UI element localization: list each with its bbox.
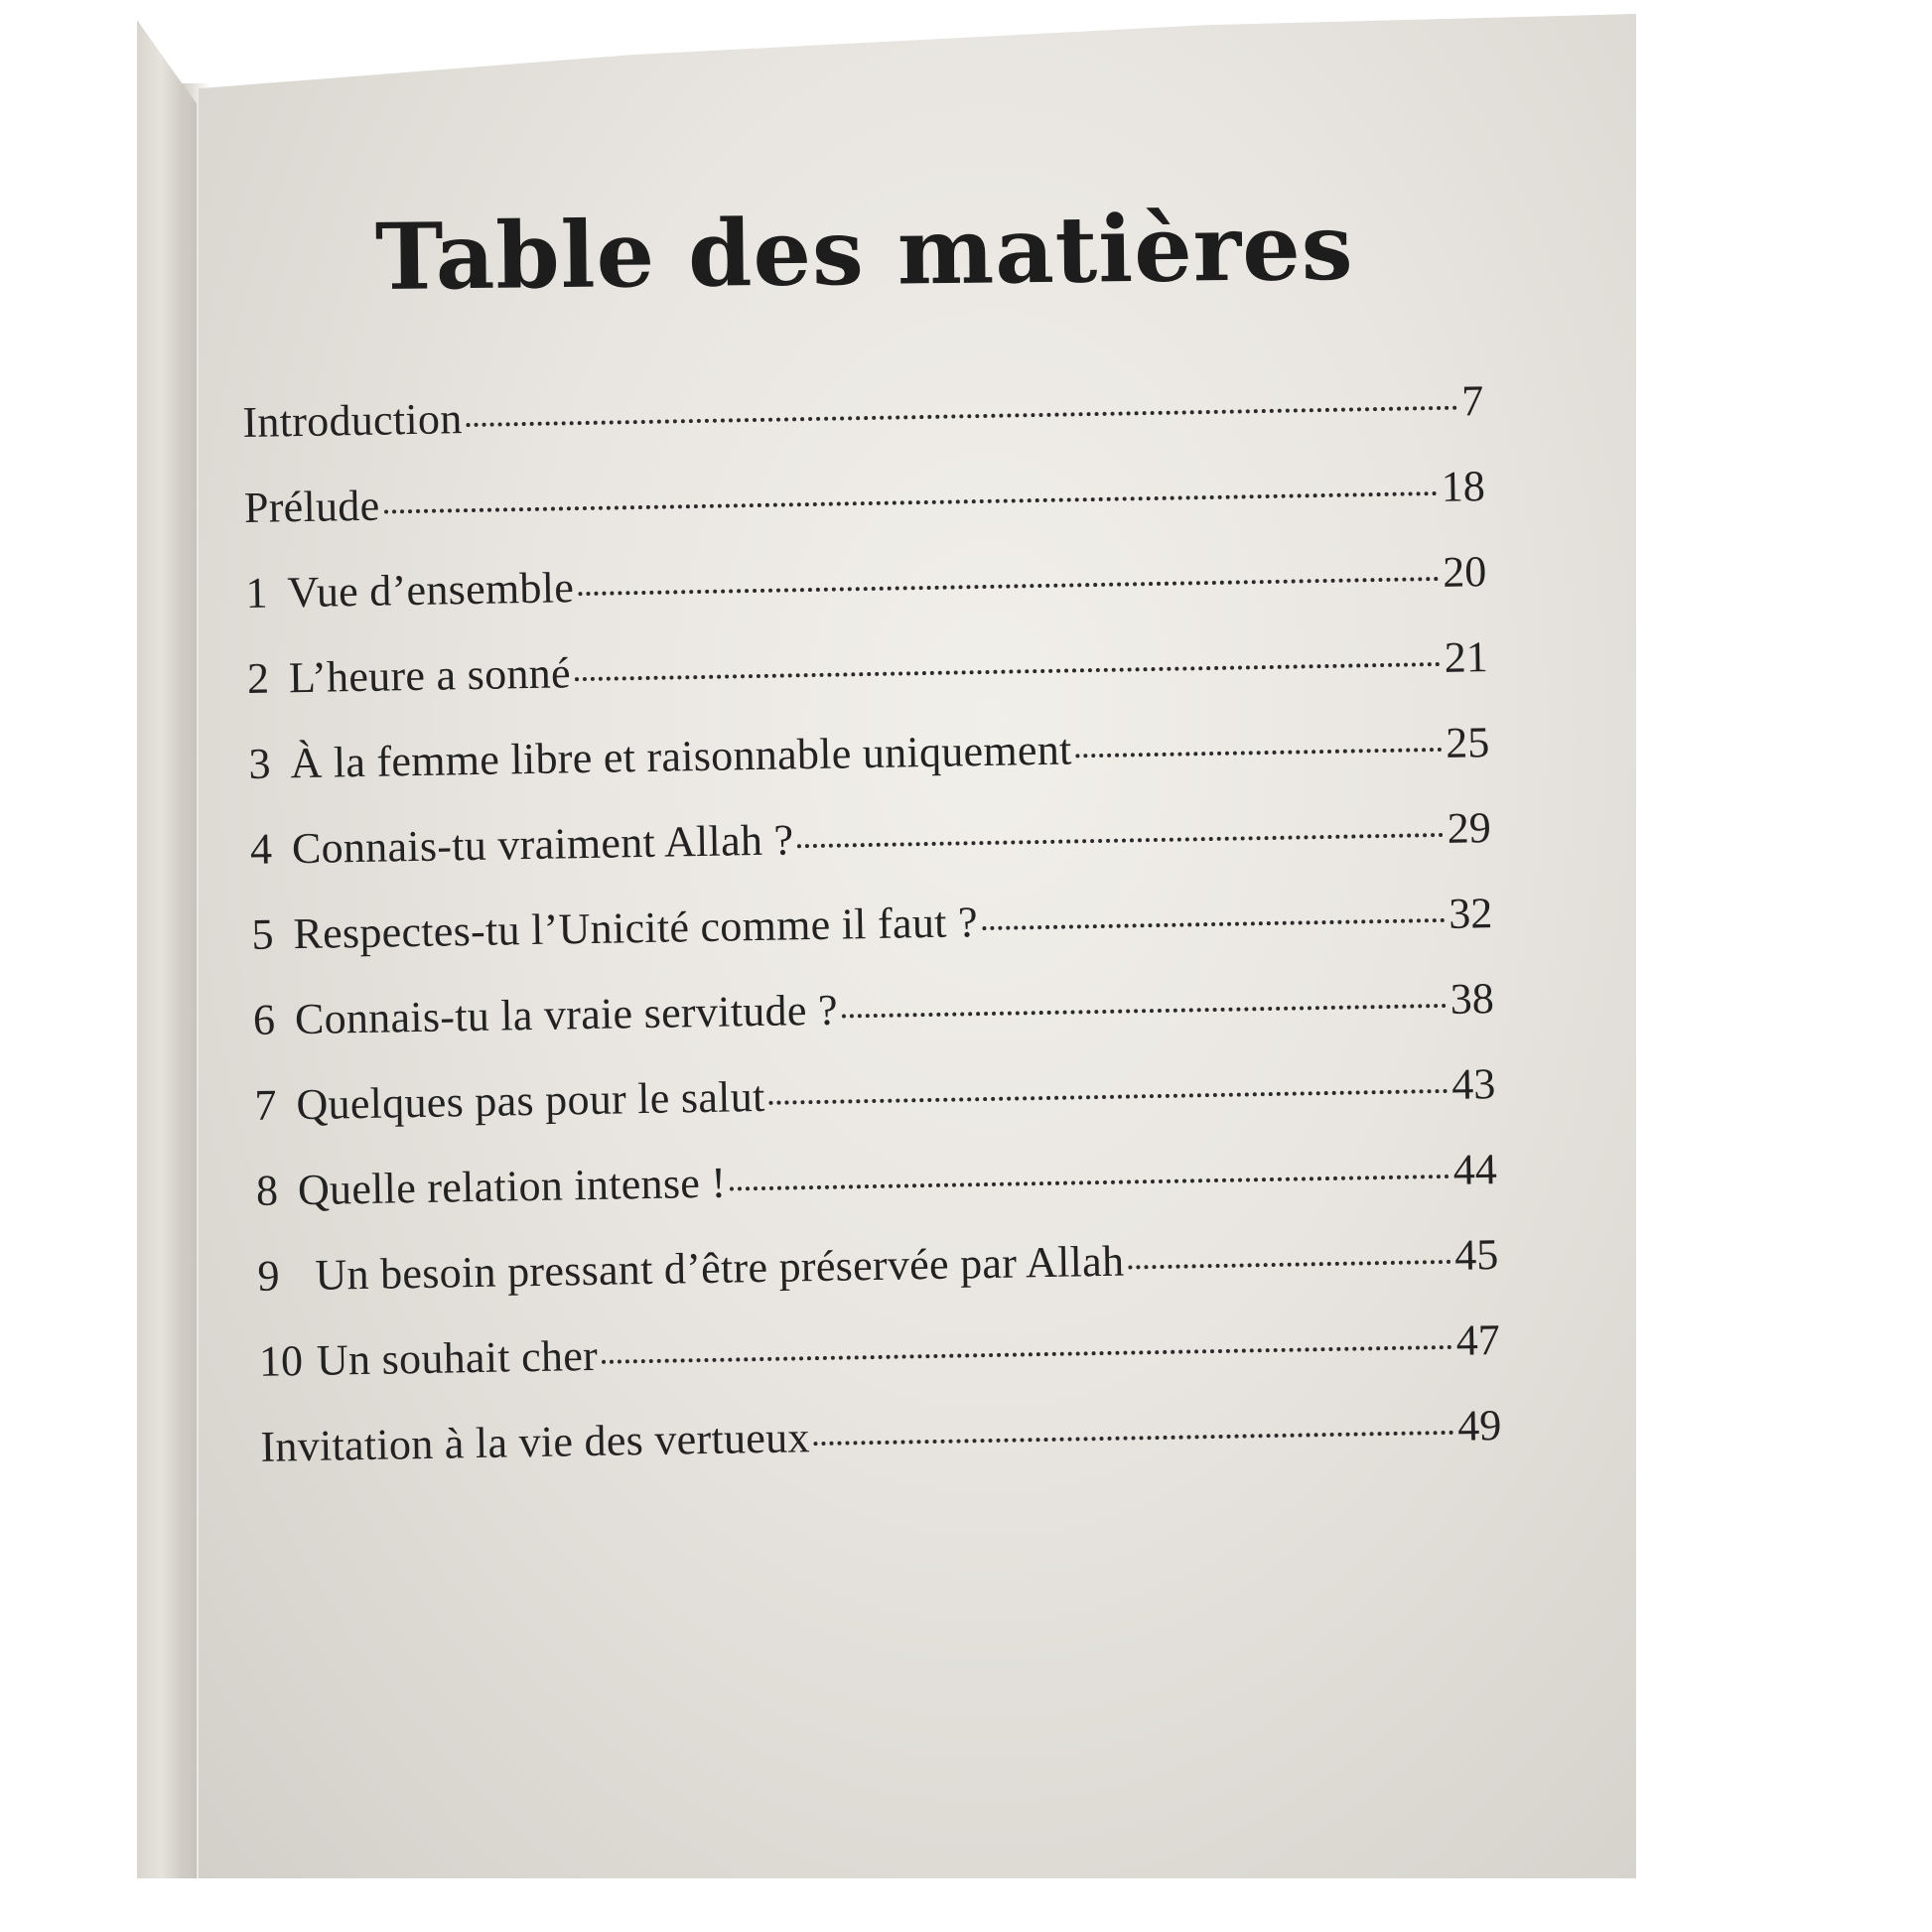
- toc-entry-number: 5: [251, 909, 274, 959]
- toc-entry-page: 49: [1456, 1401, 1502, 1450]
- dot-leader: [1128, 1260, 1450, 1270]
- toc-entry-label: Connais-tu vraiment Allah ?: [291, 815, 794, 874]
- toc-entry-label: Invitation à la vie des vertueux: [260, 1413, 811, 1471]
- toc-entry-page: 43: [1450, 1059, 1496, 1109]
- dot-leader: [578, 577, 1439, 596]
- dot-leader: [575, 662, 1441, 681]
- toc-entry-page: 7: [1460, 376, 1484, 426]
- toc-entry-number: 7: [254, 1080, 277, 1130]
- dot-leader: [384, 491, 1438, 514]
- toc-entry-page: 29: [1447, 803, 1492, 853]
- toc-entry-page: 47: [1455, 1315, 1501, 1365]
- toc-entry-label: Quelques pas pour le salut: [296, 1071, 765, 1130]
- table-of-contents: [242, 375, 1502, 1507]
- toc-entry-number: 6: [252, 995, 276, 1044]
- toc-entry-label: L’heure a sonné: [288, 648, 572, 703]
- toc-entry-page: 21: [1444, 632, 1489, 682]
- toc-entry-page: 18: [1441, 462, 1486, 511]
- toc-entry-page: 20: [1442, 547, 1487, 597]
- toc-entry-number: 2: [246, 653, 270, 703]
- toc-entry-number: 3: [248, 739, 271, 788]
- dot-leader: [769, 1089, 1449, 1105]
- dot-leader: [1076, 748, 1443, 758]
- toc-entry-number: 9: [257, 1251, 280, 1301]
- toc-entry-number: 1: [245, 568, 268, 618]
- dot-leader: [797, 833, 1444, 848]
- toc-entry-page: 45: [1453, 1230, 1499, 1280]
- toc-entry-page: 32: [1448, 889, 1493, 938]
- toc-entry-label: Un besoin pressant d’être préservée par Allah: [315, 1236, 1125, 1300]
- toc-entry-number: 4: [249, 824, 273, 874]
- toc-entry-label: Connais-tu la vraie servitude ?: [294, 985, 839, 1044]
- toc-entry-page: 38: [1449, 974, 1495, 1024]
- toc-entry-label: Un souhait cher: [316, 1330, 599, 1385]
- toc-entry-page: 25: [1445, 718, 1490, 767]
- dot-leader: [467, 406, 1458, 427]
- toc-entry-number: 8: [255, 1166, 279, 1215]
- dot-leader: [814, 1431, 1454, 1446]
- toc-entry-label: Introduction: [242, 394, 463, 447]
- toc-entry-number: 10: [258, 1336, 304, 1386]
- dot-leader: [602, 1345, 1452, 1364]
- dot-leader: [842, 1004, 1447, 1019]
- toc-entry-label: Quelle relation intense !: [297, 1158, 727, 1215]
- toc-entry-label: Prélude: [243, 481, 380, 532]
- toc-entry-label: Vue d’ensemble: [287, 563, 575, 618]
- toc-entry-page: 44: [1452, 1145, 1498, 1194]
- toc-entry-label: Respectes-tu l’Unicité comme il faut ?: [293, 897, 979, 959]
- dot-leader: [730, 1174, 1449, 1191]
- dot-leader: [982, 918, 1445, 930]
- page-title: Table des matières: [374, 193, 1355, 311]
- toc-entry-label: À la femme libre et raisonnable uniquement: [290, 725, 1072, 788]
